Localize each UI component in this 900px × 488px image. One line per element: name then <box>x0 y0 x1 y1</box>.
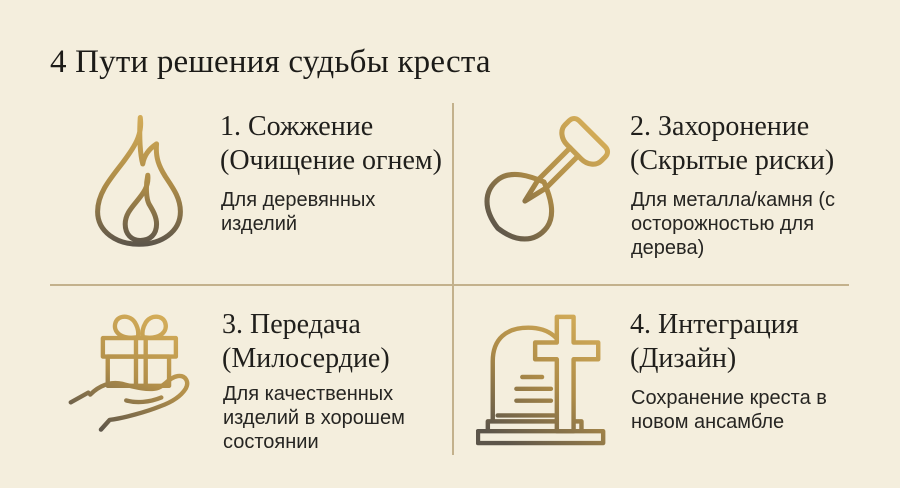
quadrant-1-title: 1. Сожжение <box>220 111 374 142</box>
quadrant-3-heading <box>222 308 472 376</box>
quadrant-2-heading <box>630 110 880 178</box>
quadrant-4-heading <box>630 308 880 376</box>
quadrant-4-title: 4. Интеграция <box>630 309 799 340</box>
shovel-icon <box>474 110 616 252</box>
tombstone-cross-icon <box>476 306 614 448</box>
quadrant-4-subtitle: (Дизайн) <box>630 343 737 374</box>
flame-icon <box>76 110 202 248</box>
quadrant-4-description: Сохранение креста в новом ансамбле <box>631 387 827 433</box>
quadrant-2-title: 2. Захоронение <box>630 111 810 142</box>
page-title: 4 Пути решения судьбы креста <box>50 44 491 80</box>
quadrant-1-subtitle: (Очищение огнем) <box>220 145 442 176</box>
quadrant-3-title: 3. Передача <box>222 309 361 340</box>
quadrant-1-heading <box>220 110 470 178</box>
quadrant-3-subtitle: (Милосердие) <box>222 343 390 374</box>
horizontal-divider <box>50 284 849 286</box>
quadrant-2-subtitle: (Скрытые риски) <box>630 145 835 176</box>
quadrant-3-description: Для качественных изделий в хорошем состоянии <box>223 383 405 453</box>
quadrant-1-description: Для деревянных изделий <box>221 189 376 235</box>
gift-in-hand-icon <box>62 306 208 452</box>
quadrant-2-description: Для металла/камня (с осторожностью для дерева) <box>631 189 836 259</box>
